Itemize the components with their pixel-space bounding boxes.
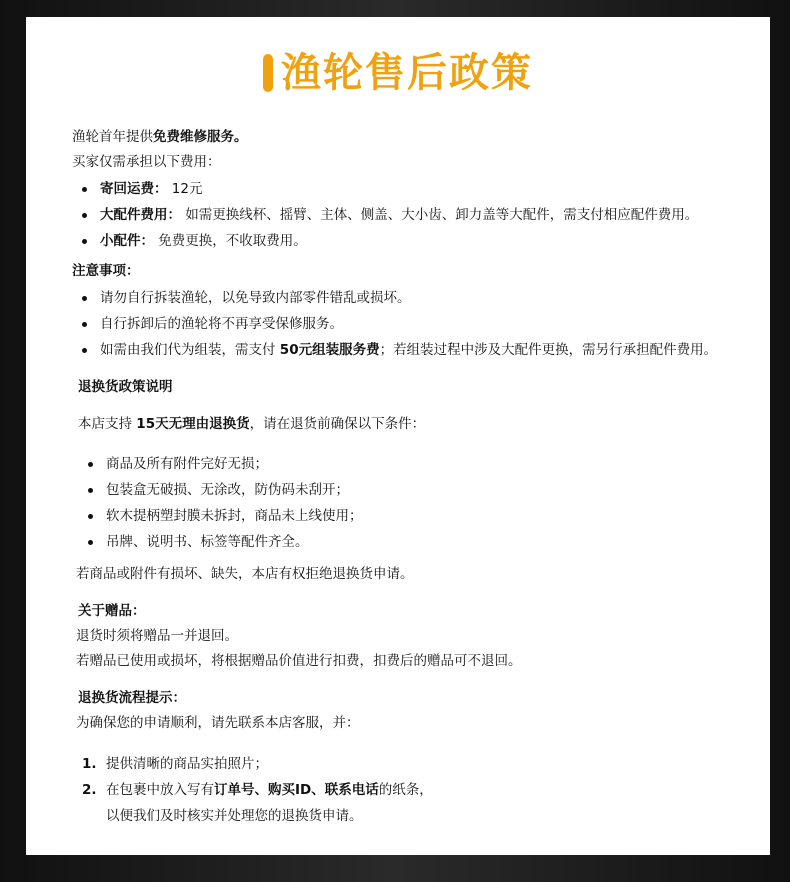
notes-heading: 注意事项： — [72, 263, 140, 279]
bullet-icon — [88, 540, 93, 545]
bullet-icon — [88, 462, 93, 467]
gifts-heading: 关于赠品： — [78, 603, 146, 619]
gifts-line-2: 若赠品已使用或损坏，将根据赠品价值进行扣费，扣费后的赠品可不退回。 — [76, 653, 522, 669]
process-intro: 为确保您的申请顺利，请先联系本店客服，并： — [76, 715, 360, 731]
bullet-icon — [88, 488, 93, 493]
bullet-icon — [82, 322, 87, 327]
returns-heading: 退换货政策说明 — [78, 379, 173, 395]
bullet-icon — [82, 348, 87, 353]
bullet-icon — [82, 213, 87, 218]
title-row — [26, 43, 770, 103]
process-step-continuation: 以便我们及时核实并处理您的退换货申请。 — [106, 808, 363, 824]
bullet-icon — [82, 296, 87, 301]
title-accent-bar — [263, 54, 273, 92]
returns-intro: 本店支持 15天无理由退换货，请在退货前确保以下条件： — [78, 416, 426, 432]
returns-refusal: 若商品或附件有损坏、缺失，本店有权拒绝退换货申请。 — [76, 566, 414, 582]
process-heading: 退换货流程提示： — [78, 690, 186, 706]
page-title: 渔轮售后政策 — [281, 50, 533, 96]
bullet-icon — [82, 187, 87, 192]
bullet-icon — [82, 239, 87, 244]
policy-card: 渔轮售后政策 渔轮首年提供免费维修服务。 买家仅需承担以下费用： 寄回运费： 12元 大配件费用： 如需更换线杯、摇臂、主体、侧盖、大小齿、卸力盖等大配件，需支付相应配件费用。 小配件： 免费更换，不收取费用。 注意事项： 请勿自行拆装渔轮，以免导致内部零件错乱或损坏。 自行拆卸后的渔轮将不再享受保修服务。 如需由我们代为组装，需支付 50元组装服务费；若组装过程中涉及大配件更换，需另行承担配件费用。 退换货政策说明 本店支持 15天无理由退换货，请在退货前确保以下条件： 商品及所有附件完好无损； 包装盒无破损、无涂改，防伪码未刮开； 软木提柄塑封膜未拆封，商品未上线使用； 吊牌、说明书、标签等配件齐全。 若商品或附件有损坏、缺失，本店有权拒绝退换货申请。 关于赠品： 退货时须将赠品一并退回。 若赠品已使用或损坏，将根据赠品价值进行扣费，扣费后的赠品可不退回。 退换货流程提示： 为确保您的申请顺利，请先联系本店客服，并： 1. 提供清晰的商品实拍照片； 2. 在包裹中放入写有订单号、购买ID、联系电话的纸条， 以便我们及时核实并处理您的退换货申请。 — [26, 17, 770, 855]
intro-line-1: 渔轮首年提供免费维修服务。 — [72, 129, 248, 145]
bullet-icon — [88, 514, 93, 519]
intro-line-2: 买家仅需承担以下费用： — [72, 154, 221, 170]
gifts-line-1: 退货时须将赠品一并退回。 — [76, 628, 238, 644]
